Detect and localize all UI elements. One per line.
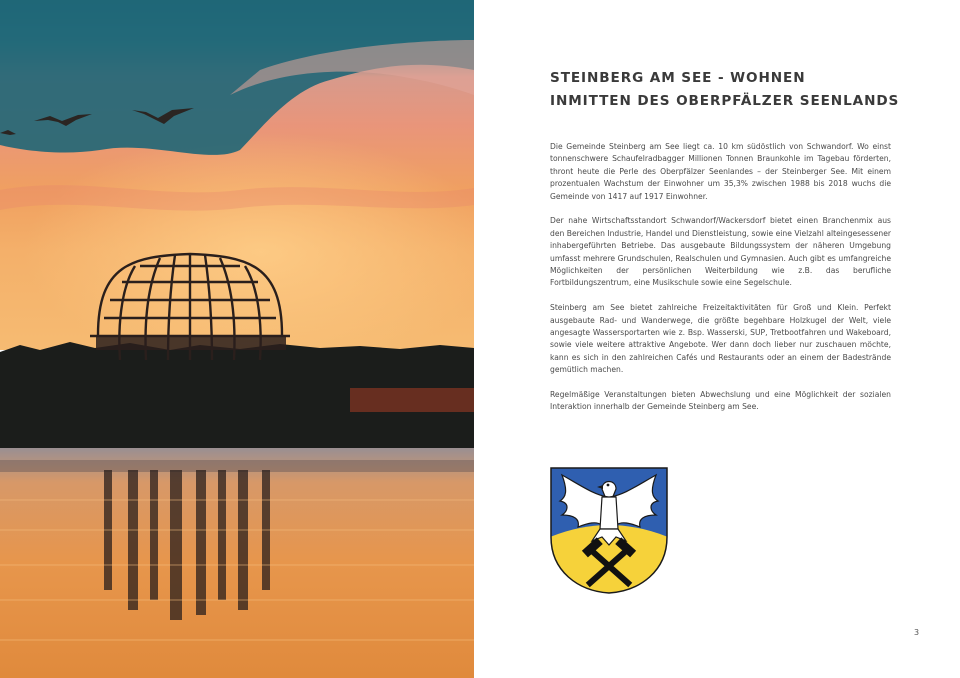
page-title xyxy=(550,67,910,113)
title-line-1: STEINBERG AM SEE - WOHNEN xyxy=(550,70,806,86)
coat-of-arms-icon xyxy=(550,467,668,594)
page-number: 3 xyxy=(914,628,920,637)
text-page xyxy=(474,0,960,678)
paragraph: Regelmäßige Veranstaltungen bieten Abwechslung und eine Möglichkeit der sozialen Interaktion innerhalb der Gemeinde Steinberg am See. xyxy=(550,390,891,412)
paragraph: Steinberg am See bietet zahlreiche Freizeitaktivitäten für Groß und Klein. Perfekt ausgebaute Rad- und Wanderwege, die größte begehbare Holzkugel der Welt, viele angesagte Wassersportarten wie z. Bsp. Wasserski, SUP, Tretbootfahren und Wakeboard, sowie viele weitere attraktive Angebote. Wer dann doch lieber nur zuschauen möchte, kann es sich in den zahlreichen Cafés und Restaurants oder an einem der Badestrände gemütlich machen. xyxy=(550,303,891,375)
body-text xyxy=(550,141,891,426)
lake-sunset-photo xyxy=(0,0,474,678)
paragraph: Der nahe Wirtschaftsstandort Schwandorf/Wackersdorf bietet einen Branchenmix aus den Bereichen Industrie, Handel und Dienstleistung, sowie eine Vielzahl alteingesessener inhabergeführten Betriebe. Das ausgebaute Bildungssystem der näheren Umgebung umfasst mehrere Grundschulen, Realschulen und Gymnasien. Auch gibt es umfangreiche Möglichkeiten der persönlichen Weiterbildung wie z.B. das berufliche Fortbildungszentrum, eine Musikschule sowie eine Segelschule. xyxy=(550,216,891,288)
title-line-2: INMITTEN DES OBERPFÄLZER SEENLANDS xyxy=(550,93,900,109)
paragraph: Die Gemeinde Steinberg am See liegt ca. 10 km südöstlich von Schwandorf. Wo einst tonnenschwere Schaufelradbagger Millionen Tonnen Braunkohle im Tagebau förderten, thront heute die Perle des Oberpfälzer Seenlandes – der Steinberger See. Mit einem prozentualen Wachstum der Einwohner um 35,3% zwischen 1988 bis 2018 wuchs die Gemeinde von 1417 auf 1917 Einwohner. xyxy=(550,142,891,201)
